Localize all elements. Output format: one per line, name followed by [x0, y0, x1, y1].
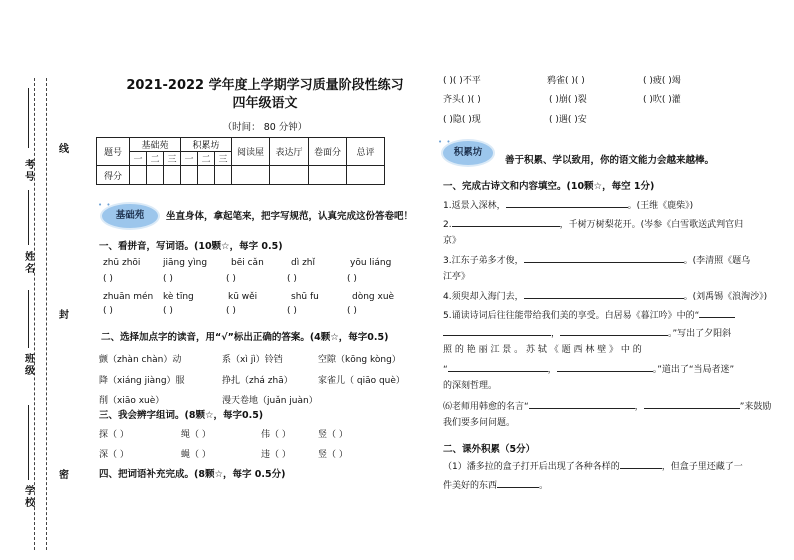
poem-source: 江亭》 — [443, 272, 471, 282]
class-label: 班级 — [25, 354, 35, 377]
p2-text: （1）潘多拉的盒子打开后出现了各种各样的 — [443, 462, 620, 472]
poem-text: ”来鼓励 — [739, 402, 772, 412]
exam-time: （时间： 80 分钟） — [222, 122, 308, 133]
score-cell[interactable] — [232, 166, 270, 185]
fill-blank[interactable] — [497, 479, 539, 488]
answer-blank[interactable]: ( ) — [103, 306, 113, 316]
q2-item[interactable]: 家雀儿（ qiāo què） — [318, 376, 405, 386]
score-table-group-basic: 基础苑 — [130, 138, 181, 152]
score-table-subcol: 三 — [215, 152, 232, 166]
poem-text: 4.须臾却入海门去， — [443, 292, 524, 302]
poem-line — [443, 218, 743, 231]
poem-line — [443, 290, 767, 303]
idiom-blank[interactable]: ( )疲( )竭 — [643, 76, 681, 86]
pinyin: zhū zhōi — [103, 258, 141, 268]
score-cell[interactable] — [181, 166, 198, 185]
exam-title: 2021-2022 学年度上学期学习质量阶段性练习 — [126, 78, 404, 93]
answer-blank[interactable]: ( ) — [287, 274, 297, 284]
idiom-blank[interactable]: ( )吹( )灌 — [643, 95, 681, 105]
poem-text: ， — [547, 365, 557, 375]
fill-blank[interactable] — [443, 327, 551, 336]
score-table — [96, 137, 385, 185]
school-label: 学校 — [25, 486, 35, 509]
poem-source: 京》 — [443, 236, 462, 246]
idiom-blank[interactable]: ( )隐( )现 — [443, 115, 481, 125]
score-cell[interactable] — [270, 166, 309, 185]
xian-label: 线 — [59, 144, 69, 155]
p2-text: 。 — [539, 481, 549, 491]
q1-title: 一、看拼音，写词语。(10颗☆，每字 0.5) — [99, 241, 283, 252]
poem-text: 3.江东子弟多才俊， — [443, 256, 524, 266]
p2-text: ，但盒子里还藏了一 — [661, 462, 743, 472]
pinyin: zhuān mén — [103, 292, 154, 302]
score-table-subcol: 一 — [130, 152, 147, 166]
poem-text: 1.返景入深林， — [443, 201, 506, 211]
school-line — [28, 405, 29, 480]
score-cell[interactable] — [347, 166, 385, 185]
poem-text: ，千树万树梨花开。(岑参《白雪歌送武判官归 — [559, 220, 744, 230]
poem-text: 照 的 艳 丽 江 景 。 苏 轼 《 题 西 林 壁 》 中 的 — [443, 345, 642, 355]
fill-blank[interactable] — [620, 460, 662, 469]
score-table-col-neatness: 卷面分 — [309, 138, 347, 166]
feng-label: 封 — [59, 310, 69, 321]
score-table-col-reading: 阅读屋 — [232, 138, 270, 166]
poem-line — [443, 327, 731, 340]
score-table-group-accumulate: 积累坊 — [181, 138, 232, 152]
badge-basic: 基础苑 — [102, 204, 158, 228]
q2-item[interactable]: 挣扎（zhá zhā） — [222, 376, 293, 386]
mi-label: 密 — [59, 470, 69, 481]
fill-blank[interactable] — [560, 327, 668, 336]
score-cell[interactable] — [164, 166, 181, 185]
q4-title: 四、把词语补充完成。(8颗☆，每字 0.5分) — [99, 469, 286, 480]
score-table-col-writing: 表达厅 — [270, 138, 309, 166]
q3-title: 三、我会辨字组词。(8颗☆，每字0.5) — [99, 410, 264, 421]
answer-blank[interactable]: ( ) — [347, 274, 357, 284]
poem-text: 5.诵读诗词后往往能带给我们美的享受。白居易《暮江吟》中的“ — [443, 311, 700, 321]
fill-blank[interactable] — [448, 363, 548, 372]
name-label: 姓名 — [25, 252, 35, 275]
score-cell[interactable] — [198, 166, 215, 185]
answer-blank[interactable]: ( ) — [347, 306, 357, 316]
badge-dots-icon: • • — [438, 138, 452, 146]
badge-accumulate: 积累坊 — [443, 141, 493, 165]
fill-blank[interactable] — [452, 218, 560, 227]
name-line — [28, 190, 29, 245]
poem-text: “ — [443, 365, 448, 375]
score-table-header: 题号 — [97, 138, 130, 166]
p2-line — [443, 479, 548, 492]
pinyin: dì zhǐ — [291, 258, 316, 268]
q3-item[interactable]: 竖（ ） — [318, 430, 348, 440]
exam-no-label: 考号 — [25, 160, 35, 183]
q2-item[interactable]: 削（xiāo xuè） — [99, 396, 165, 406]
poem-source: 。(王维《鹿柴》) — [627, 201, 694, 211]
score-cell[interactable] — [130, 166, 147, 185]
idiom-blank[interactable]: ( )( )不平 — [443, 76, 481, 86]
poem-text: 的深刻哲理。 — [443, 381, 498, 391]
q3-item[interactable]: 竖（ ） — [318, 450, 348, 460]
poem-source: 。(李清照《题乌 — [683, 256, 751, 266]
answer-blank[interactable]: ( ) — [163, 306, 173, 316]
answer-blank[interactable]: ( ) — [103, 274, 113, 284]
fill-blank[interactable] — [644, 400, 740, 409]
q2-item[interactable]: 降（xiáng jiàng）服 — [99, 376, 185, 386]
poem-text: 。”写出了夕阳斜 — [668, 329, 732, 339]
score-cell[interactable] — [147, 166, 164, 185]
answer-blank[interactable]: ( ) — [287, 306, 297, 316]
q3-item[interactable]: 探（ ） — [99, 430, 129, 440]
fill-blank[interactable] — [699, 309, 735, 318]
poem-source: 。(刘禹锡《浪淘沙》) — [683, 292, 768, 302]
score-cell[interactable] — [215, 166, 232, 185]
q2-item[interactable]: 系（xì jì）铃铛 — [222, 355, 283, 365]
score-row-label: 得分 — [97, 166, 130, 185]
idiom-blank[interactable]: 齐头( )( ) — [443, 95, 481, 105]
idiom-blank[interactable]: 鸦雀( )( ) — [547, 76, 585, 86]
score-table-subcol: 二 — [147, 152, 164, 166]
pinyin: kū wěi — [228, 292, 258, 302]
answer-blank[interactable]: ( ) — [226, 274, 236, 284]
exam-subtitle: 四年级语文 — [232, 96, 298, 111]
fill-blank[interactable] — [557, 363, 653, 372]
poem-text: ， — [634, 402, 644, 412]
fill-blank[interactable] — [529, 400, 635, 409]
pinyin: bēi cǎn — [231, 258, 264, 268]
basic-intro: 坐直身体，拿起笔来，把字写规范，认真完成这份答卷吧！ — [166, 211, 414, 222]
fill-blank[interactable] — [524, 254, 684, 263]
pinyin: kè tīng — [163, 292, 194, 302]
pinyin: jiāng yìng — [163, 258, 208, 268]
score-table-subcol: 一 — [181, 152, 198, 166]
score-cell[interactable] — [309, 166, 347, 185]
p2-text: 件美好的东西 — [443, 481, 498, 491]
poem-line — [443, 309, 735, 322]
badge-dots-icon: • • — [98, 201, 112, 209]
q3-item[interactable]: 伟（ ） — [261, 430, 291, 440]
p1-title: 一、完成古诗文和内容填空。(10颗☆，每空 1分) — [443, 181, 655, 192]
poem-text: ， — [551, 329, 561, 339]
fill-blank[interactable] — [506, 199, 628, 208]
answer-blank[interactable]: ( ) — [163, 274, 173, 284]
q3-item[interactable]: 绳（ ） — [181, 430, 211, 440]
binding-dashed-line-inner — [46, 78, 47, 550]
exam-no-line — [28, 88, 29, 148]
score-table-subcol: 二 — [198, 152, 215, 166]
poem-line — [443, 254, 750, 267]
idiom-blank[interactable]: ( )遇( )安 — [549, 115, 587, 125]
poem-line — [443, 199, 693, 212]
score-table-subcol: 三 — [164, 152, 181, 166]
q2-item[interactable]: 颤（zhàn chàn）动 — [99, 355, 182, 365]
q3-item[interactable]: 违（ ） — [261, 450, 291, 460]
answer-blank[interactable]: ( ) — [226, 306, 236, 316]
poem-text: ⑹老师用韩愈的名言“ — [443, 402, 529, 412]
pinyin: shū fu — [291, 292, 319, 302]
binding-dashed-line — [34, 78, 35, 550]
poem-text: 2. — [443, 220, 452, 230]
score-table-col-total: 总评 — [347, 138, 385, 166]
pinyin: dòng xuè — [352, 292, 395, 302]
accumulate-intro: 善于积累、学以致用，你的语文能力会越来越棒。 — [505, 155, 715, 166]
q2-item[interactable]: 漫天卷地（juǎn juàn） — [222, 396, 318, 406]
q2-title: 二、选择加点字的读音，用“√”标出正确的答案。(4颗☆，每字0.5) — [101, 332, 389, 343]
class-line — [28, 290, 29, 348]
poem-text: 我们要多问问题。 — [443, 418, 516, 428]
poem-line — [443, 400, 771, 413]
poem-line — [443, 363, 734, 376]
idiom-blank[interactable]: ( )崩( )裂 — [549, 95, 587, 105]
q3-item[interactable]: 深（ ） — [99, 450, 129, 460]
pinyin: yōu liáng — [350, 258, 392, 268]
p2-line — [443, 460, 743, 473]
q2-item[interactable]: 空隙（kōng kòng） — [318, 355, 401, 365]
p2-title: 二、课外积累（5分） — [443, 444, 536, 455]
poem-text: 。”道出了“当局者迷” — [652, 365, 735, 375]
fill-blank[interactable] — [524, 290, 684, 299]
q3-item[interactable]: 蝇（ ） — [181, 450, 211, 460]
